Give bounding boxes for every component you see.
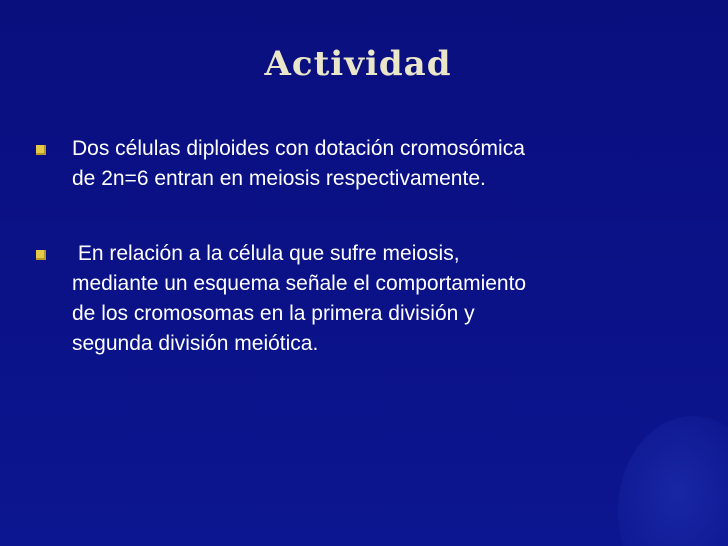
- bullet-line: de 2n=6 entran en meiosis respectivamente.: [72, 167, 486, 190]
- bullet-line: mediante un esquema señale el comportamiento: [72, 272, 527, 295]
- bullet-line: segunda división meiótica.: [72, 332, 319, 355]
- square-bullet-icon: [36, 145, 46, 155]
- bullet-line: de los cromosomas en la primera división y: [72, 302, 475, 325]
- bullet-text: [72, 134, 702, 194]
- square-bullet-icon: [36, 250, 46, 260]
- bullet-line: En relación a la célula que sufre meiosis,: [72, 242, 460, 265]
- bullet-line: Dos células diploides con dotación cromosómica: [72, 137, 525, 160]
- slide-title: Actividad: [264, 44, 452, 84]
- bullet-text: [72, 239, 702, 359]
